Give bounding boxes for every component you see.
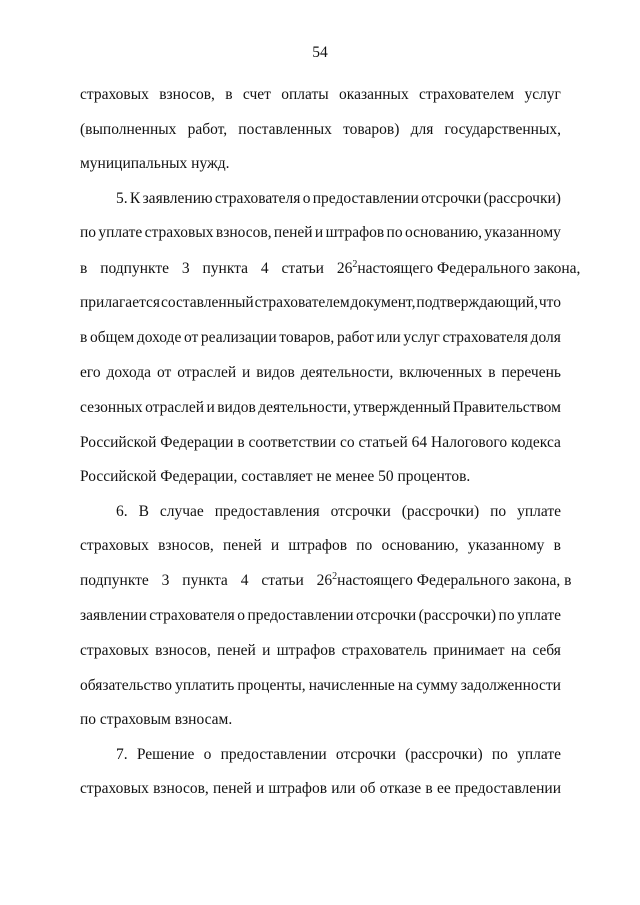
text-line: (выполненных работ, поставленных товаров) для государственных, <box>80 121 561 138</box>
text-line: заявлении страхователя о предоставлении отсрочки (рассрочки) по уплате <box>80 607 561 624</box>
text-line: обязательство уплатить проценты, начисленные на сумму задолженности <box>80 677 561 694</box>
text-fragment: настоящего Федерального закона, в <box>337 572 572 589</box>
text-line: его дохода от отраслей и видов деятельности, включенных в перечень <box>80 364 561 381</box>
text-line: прилагается составленный страхователем документ, подтверждающий, что <box>80 294 561 311</box>
text-line: в общем доходе от реализации товаров, работ или услуг страхователя доля <box>80 329 561 346</box>
text-line-with-superscript <box>80 571 572 590</box>
text-line: муниципальных нужд. <box>80 155 230 172</box>
text-line: Российской Федерации в соответствии со статьей 64 Налогового кодекса <box>80 434 561 451</box>
text-line: по страховым взносам. <box>80 711 233 728</box>
text-line: страховых взносов, в счет оплаты оказанных страхователем услуг <box>80 86 561 103</box>
text-line: 5. К заявлению страхователя о предоставлении отсрочки (рассрочки) <box>116 190 561 207</box>
page-number: 54 <box>312 44 328 61</box>
text-line: 7. Решение о предоставлении отсрочки (рассрочки) по уплате <box>116 746 561 763</box>
text-line-with-superscript <box>80 259 581 278</box>
text-line: страховых взносов, пеней и штрафов или об отказе в ее предоставлении <box>80 780 561 797</box>
text-fragment: в подпункте 3 пункта 4 статьи 26 <box>80 260 353 277</box>
superscript: 2 <box>352 259 358 270</box>
text-line: Российской Федерации, составляет не менее 50 процентов. <box>80 468 471 485</box>
text-line: по уплате страховых взносов, пеней и штрафов по основанию, указанному <box>80 224 561 241</box>
text-fragment: настоящего Федерального закона, <box>357 260 581 277</box>
text-line: страховых взносов, пеней и штрафов по основанию, указанному в <box>80 537 561 554</box>
superscript: 2 <box>332 571 338 582</box>
text-line: сезонных отраслей и видов деятельности, утвержденный Правительством <box>80 399 561 416</box>
text-fragment: подпункте 3 пункта 4 статьи 26 <box>80 572 333 589</box>
text-line: страховых взносов, пеней и штрафов страхователь принимает на себя <box>80 642 561 659</box>
text-line: 6. В случае предоставления отсрочки (рассрочки) по уплате <box>116 503 561 520</box>
